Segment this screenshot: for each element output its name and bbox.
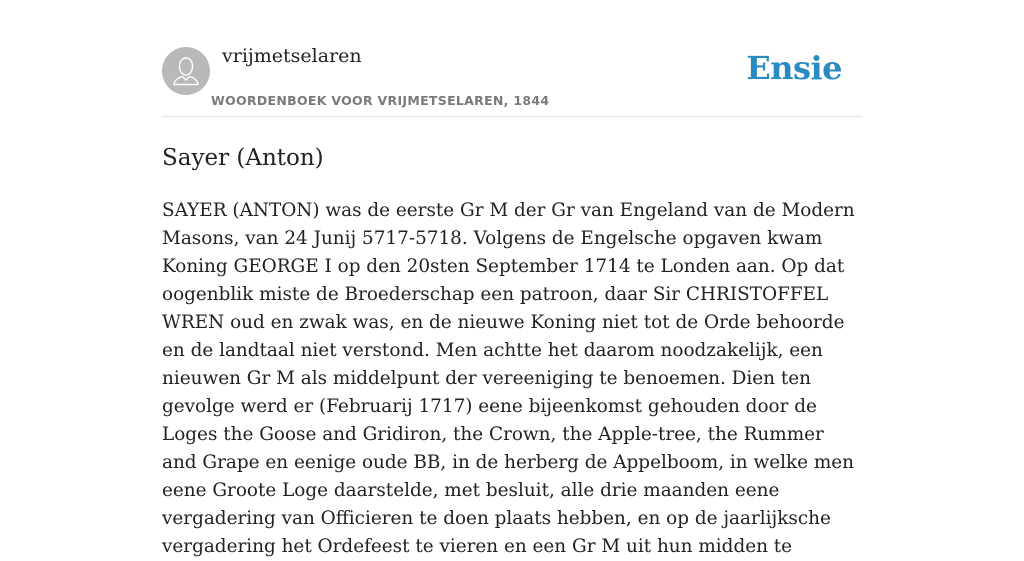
entry-title: Sayer (Anton) (162, 145, 324, 171)
brand-logo[interactable]: Ensie (746, 49, 842, 87)
author-avatar[interactable] (162, 47, 210, 95)
entry-body: SAYER (ANTON) was de eerste Gr M der Gr van Engeland van de Modern Masons, van 24 Junij 5717-5718. Volgens de Engelsche opgaven kwam Koning GEORGE I op den 20sten September 1714 te Londen aan. Op dat oogenblik miste de Broederschap een patroon, daar Sir CHRISTOFFEL WREN oud en zwak was, en de nieuwe Koning niet tot de Orde behoorde en de landtaal niet verstond. Men achtte het daarom noodzakelijk, een nieuwen Gr M als middelpunt der vereeniging te benoemen. Dien ten gevolge werd er (Februarij 1717) eene bijeenkomst gehouden door de Loges the Goose and Gridiron, the Crown, the Apple-tree, the Rummer and Grape en eenige oude BB, in de herberg de Appelboom, in welke men eene Groote Loge daarstelde, met besluit, alle drie maanden eene vergadering van Officieren te doen plaats hebben, en op de jaarlijksche vergadering het Ordefeest te vieren en een Gr M uit hun midden te (162, 200, 855, 557)
entry-header (162, 0, 862, 117)
user-silhouette-icon (162, 47, 210, 95)
entry-container (162, 0, 862, 561)
source-title[interactable]: WOORDENBOEK VOOR VRIJMETSELAREN, 1844 (211, 93, 550, 108)
author-name[interactable]: vrijmetselaren (222, 45, 362, 67)
